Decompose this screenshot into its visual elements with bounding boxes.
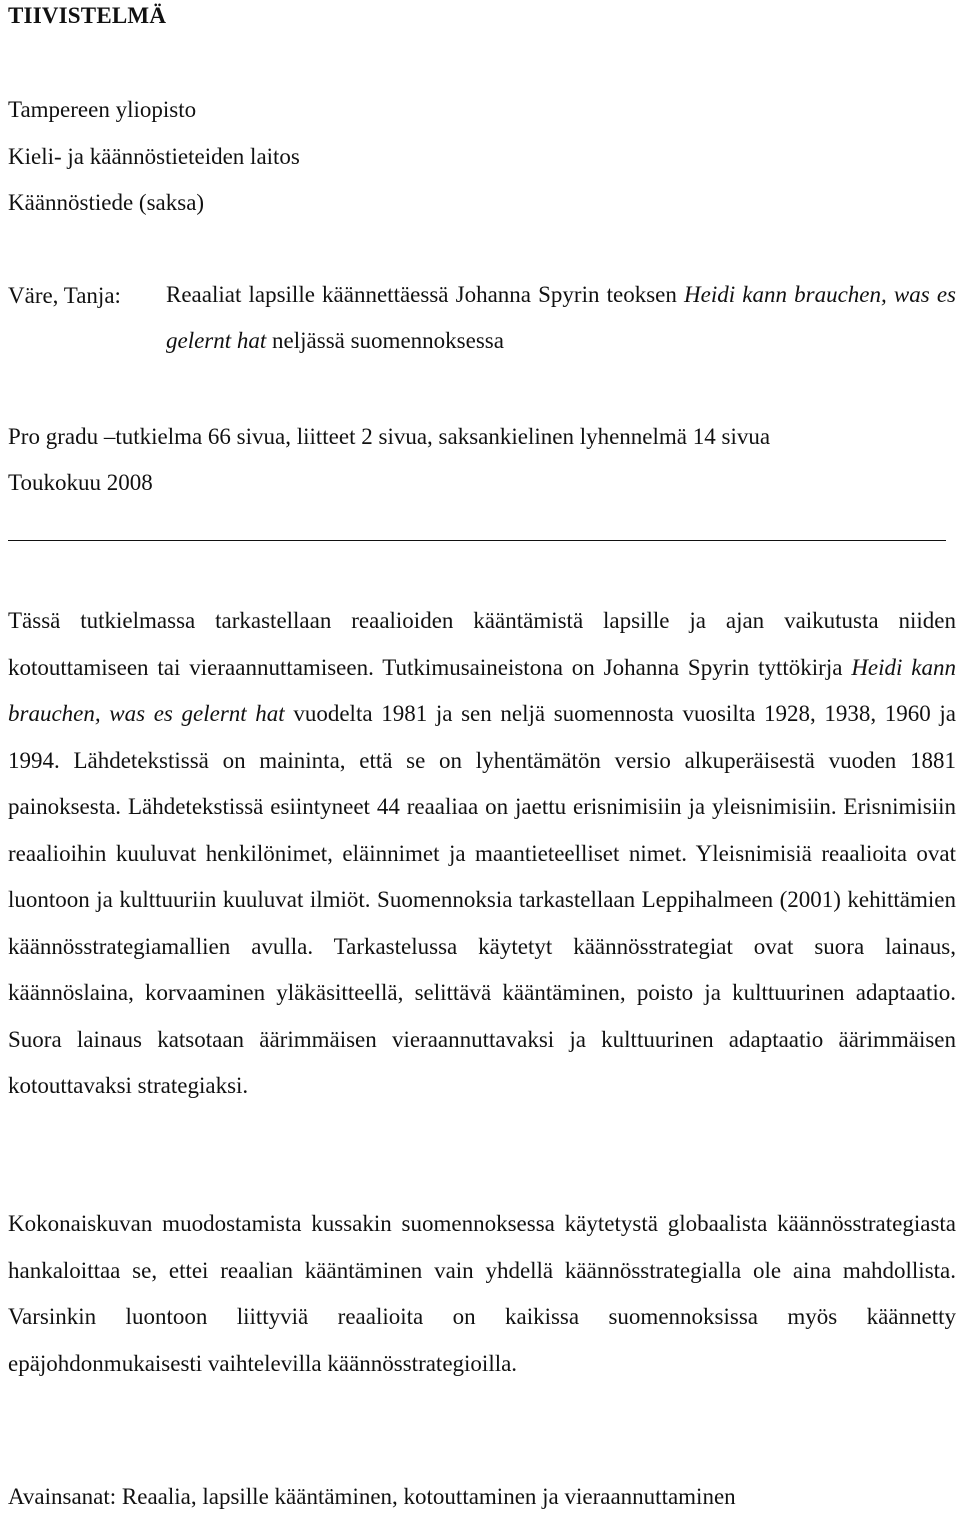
- abstract-p1-part1: Tässä tutkielmassa tarkastellaan reaalioiden kääntämistä lapsille ja ajan vaikutusta niiden kotouttamiseen tai vieraannuttamiseen. Tutkimusaineistona on Johanna Spyrin tyttökirja: [8, 608, 956, 680]
- keywords-line: Avainsanat: Reaalia, lapsille kääntäminen, kotouttaminen ja vieraannuttaminen: [8, 1484, 736, 1509]
- thesis-details: Pro gradu –tutkielma 66 sivua, liitteet 2 sivua, saksankielinen lyhennelmä 14 sivua: [8, 424, 771, 449]
- abstract-p1-italic: Heidi kann brauchen, was es gelernt hat: [8, 654, 956, 726]
- thesis-title-part1: Reaaliat lapsille käännettäessä Johanna Spyrin teoksen: [166, 282, 685, 307]
- subject-line: Käännöstiede (saksa): [8, 190, 205, 215]
- section-divider: [8, 540, 946, 541]
- author-name: Väre, Tanja:: [8, 283, 121, 308]
- department-line: Kieli- ja käännöstieteiden laitos: [8, 144, 300, 169]
- thesis-date: Toukokuu 2008: [8, 470, 153, 495]
- university-line: Tampereen yliopisto: [8, 97, 197, 122]
- thesis-title-italic: Heidi kann brauchen, was es gelernt hat: [166, 282, 956, 353]
- thesis-title: [166, 272, 956, 364]
- thesis-title-part2: neljässä suomennoksessa: [266, 328, 504, 353]
- abstract-paragraph-1: [8, 598, 956, 1110]
- abstract-p1-part2: vuodelta 1981 ja sen neljä suomennosta vuosilta 1928, 1938, 1960 ja 1994. Lähdetekstissä on maininta, että se on lyhentämätön versio alkuperäisestä vuoden 1881 painoksesta. Lähdetekstissä esiintyneet 44 reaaliaa on jaettu erisnimisiin ja yleisnimisiin. Erisnimisiin reaalioihin kuuluvat henkilönimet, eläinnimet ja maantieteelliset nimet. Yleisnimisiä reaalioita ovat luontoon ja kulttuuriin kuuluvat ilmiöt. Suomennoksia tarkastellaan Leppihalmeen (2001) kehittämien käännösstrategiamallien avulla. Tarkastelussa käytetyt käännösstrategiat ovat suora lainaus, käännöslaina, korvaaminen yläkäsitteellä, selittävä kääntäminen, poisto ja kulttuurinen adaptaatio. Suora lainaus katsotaan äärimmäisen vieraannuttavaksi ja kulttuurinen adaptaatio äärimmäisen kotouttavaksi strategiaksi.: [8, 701, 956, 1098]
- page-title: TIIVISTELMÄ: [8, 3, 167, 28]
- abstract-paragraph-2: Kokonaiskuvan muodostamista kussakin suomennoksessa käytetystä globaalista käännösstrategiasta hankaloittaa se, ettei reaalian kääntäminen vain yhdellä käännösstrategialla ole aina mahdollista. Varsinkin luontoon liittyviä reaalioita on kaikissa suomennoksissa myös käännetty epäjohdonmukaisesti vaihtelevilla käännösstrategioilla.: [8, 1211, 956, 1376]
